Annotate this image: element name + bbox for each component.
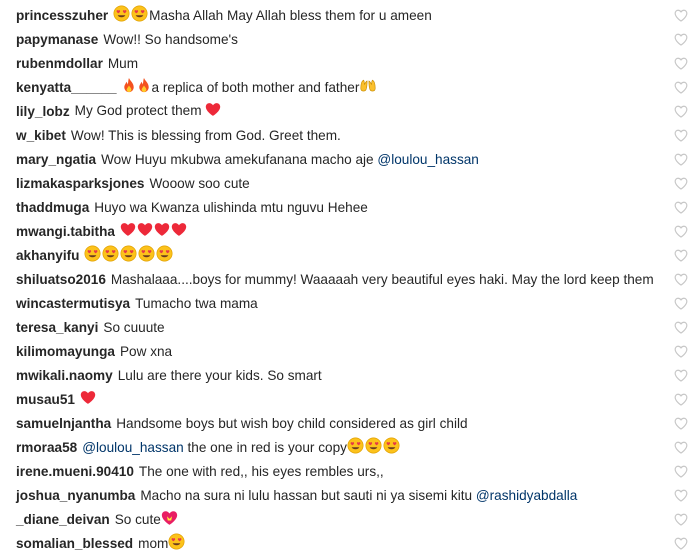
comment-text [94,200,368,215]
comment-text [108,56,138,71]
comment-row [16,435,688,459]
like-heart-icon[interactable] [674,345,688,358]
comment-text-segment: Tumacho twa mama [135,295,258,311]
comment-username[interactable]: mwikali.naomy [16,367,113,383]
like-heart-icon[interactable] [674,9,688,22]
like-heart-icon[interactable] [674,81,688,94]
comment-row [16,411,688,435]
comment-row [16,315,688,339]
fire-emoji-icon [137,77,151,97]
comment-username[interactable]: kilimomayunga [16,343,115,359]
comment-row [16,531,688,555]
like-heart-icon[interactable] [674,417,688,430]
comment-username[interactable]: lizmakasparksjones [16,175,145,191]
comment-username[interactable]: teresa_kanyi [16,319,99,335]
comment-username[interactable]: musau51 [16,391,75,407]
comment-text [103,32,238,47]
comment-text [149,176,249,191]
comment-text [103,320,164,335]
comment-text [75,102,223,120]
comment-username[interactable]: mwangi.tabitha [16,223,115,239]
like-heart-icon[interactable] [674,441,688,454]
heart-eyes-emoji-icon [120,245,137,265]
heart-emoji-icon [120,222,136,240]
comment-row [16,147,688,171]
comment-text [139,464,384,479]
comment-username[interactable]: _diane_deivan [16,511,110,527]
comment-row [16,459,688,483]
comment-text [80,390,97,408]
like-heart-icon[interactable] [674,129,688,142]
heart-emoji-icon [171,222,187,240]
comment-text-segment: Mashalaaa....boys for mummy! Waaaaah very beautiful eyes haki. May the lord keep them [110,271,654,287]
comment-row [16,219,688,243]
comment-text [120,222,188,240]
comment-username[interactable]: thaddmuga [16,199,90,215]
comment-text-segment: Wooow soo cute [149,175,250,191]
comment-text-segment: Wow Huyu mkubwa amekufanana macho aje [101,151,378,167]
comment-text [71,128,341,143]
comment-text-segment: mom [138,536,169,551]
comment-text [111,272,654,287]
like-heart-icon[interactable] [674,465,688,478]
heart-eyes-emoji-icon [131,5,148,25]
comment-text-segment: Masha Allah May Allah bless them for u ameen [149,8,432,23]
heart-eyes-emoji-icon [347,437,364,457]
mention-link[interactable]: @rashidyabdalla [475,487,578,503]
heart-emoji-icon [80,390,96,408]
comment-text-segment: My God protect them [74,103,206,118]
comment-username[interactable]: rubenmdollar [16,55,103,71]
comment-text [115,510,179,529]
comment-row [16,267,688,291]
heart-emoji-icon [137,222,153,240]
comment-username[interactable]: akhanyifu [16,247,80,263]
comment-text-segment: Handsome boys but wish boy child considered as girl child [116,415,468,431]
comment-row [16,507,688,531]
comment-username[interactable]: shiluatso2016 [16,271,106,287]
comment-row [16,171,688,195]
heart-eyes-emoji-icon [168,533,185,553]
like-heart-icon[interactable] [674,225,688,238]
heart-emoji-icon [205,102,221,120]
comment-row [16,195,688,219]
comment-text-segment: the one in red is your copy [183,440,347,455]
comment-text [120,344,172,359]
comment-row [16,291,688,315]
comment-username[interactable]: w_kibet [16,127,66,143]
comment-row [16,243,688,267]
heart-eyes-emoji-icon [84,245,101,265]
comment-text [82,437,401,457]
comment-text-segment: The one with red,, his eyes rembles urs,, [138,463,384,479]
heart-eyes-emoji-icon [383,437,400,457]
like-heart-icon[interactable] [674,513,688,526]
like-heart-icon[interactable] [674,273,688,286]
like-heart-icon[interactable] [674,369,688,382]
like-heart-icon[interactable] [674,297,688,310]
comment-text [116,416,467,431]
heart-ribbon-emoji-icon [161,510,178,529]
comment-username[interactable]: somalian_blessed [16,535,134,551]
heart-eyes-emoji-icon [365,437,382,457]
comment-text-segment: a replica of both mother and father [151,80,360,95]
comment-row [16,123,688,147]
comment-username[interactable]: princesszuher [16,7,109,23]
comment-text [140,488,577,503]
like-heart-icon[interactable] [674,177,688,190]
comment-text-segment: Lulu are there your kids. So smart [117,367,322,383]
mention-link[interactable]: @loulou_hassan [377,151,479,167]
comment-row [16,387,688,411]
heart-eyes-emoji-icon [138,245,155,265]
comment-username[interactable]: irene.mueni.90410 [16,463,134,479]
heart-eyes-emoji-icon [156,245,173,265]
comment-row [16,339,688,363]
heart-eyes-emoji-icon [113,5,130,25]
fire-emoji-icon [122,77,136,97]
comment-username[interactable]: wincastermutisya [16,295,131,311]
comment-username[interactable]: kenyatta______ [16,79,117,95]
comment-text-segment: So cute [114,511,161,527]
comment-username[interactable]: joshua_nyanumba [16,487,136,503]
comment-row [16,27,688,51]
like-heart-icon[interactable] [674,105,688,118]
comment-text-segment: Mum [107,55,139,71]
comment-text [84,245,174,265]
like-heart-icon[interactable] [674,393,688,406]
comment-row [16,3,688,27]
comment-text [122,77,379,97]
comment-username[interactable]: mary_ngatia [16,151,97,167]
raising-hands-emoji-icon [359,77,377,97]
comment-text-segment: So cuuute [103,319,165,335]
comment-row [16,75,688,99]
comment-text [138,533,186,553]
comment-username[interactable]: lily_lobz [16,103,70,119]
comment-text-segment: Pow xna [119,343,173,359]
comment-text [113,5,432,25]
comment-text-segment: Huyo wa Kwanza ulishinda mtu nguvu Hehee [94,199,368,215]
like-heart-icon[interactable] [674,537,688,550]
comment-row [16,99,688,123]
comment-row [16,483,688,507]
comment-username[interactable]: rmoraa58 [16,439,78,455]
comment-row [16,363,688,387]
comment-username[interactable]: papymanase [16,31,99,47]
like-heart-icon[interactable] [674,249,688,262]
like-heart-icon[interactable] [674,321,688,334]
comment-row [16,51,688,75]
comment-text-segment: Macho na sura ni lulu hassan but sauti ni ya sisemi kitu [140,487,476,503]
comment-text [101,152,479,167]
comment-text [118,368,322,383]
comment-username[interactable]: samuelnjantha [16,415,112,431]
heart-eyes-emoji-icon [102,245,119,265]
like-heart-icon[interactable] [674,33,688,46]
comment-text [135,296,258,311]
like-heart-icon[interactable] [674,57,688,70]
heart-emoji-icon [154,222,170,240]
comment-text-segment: Wow!! So handsome's [103,31,238,47]
like-heart-icon[interactable] [674,489,688,502]
like-heart-icon[interactable] [674,153,688,166]
mention-link[interactable]: @loulou_hassan [82,440,184,455]
like-heart-icon[interactable] [674,201,688,214]
comment-text-segment: Wow! This is blessing from God. Greet them. [70,127,341,143]
